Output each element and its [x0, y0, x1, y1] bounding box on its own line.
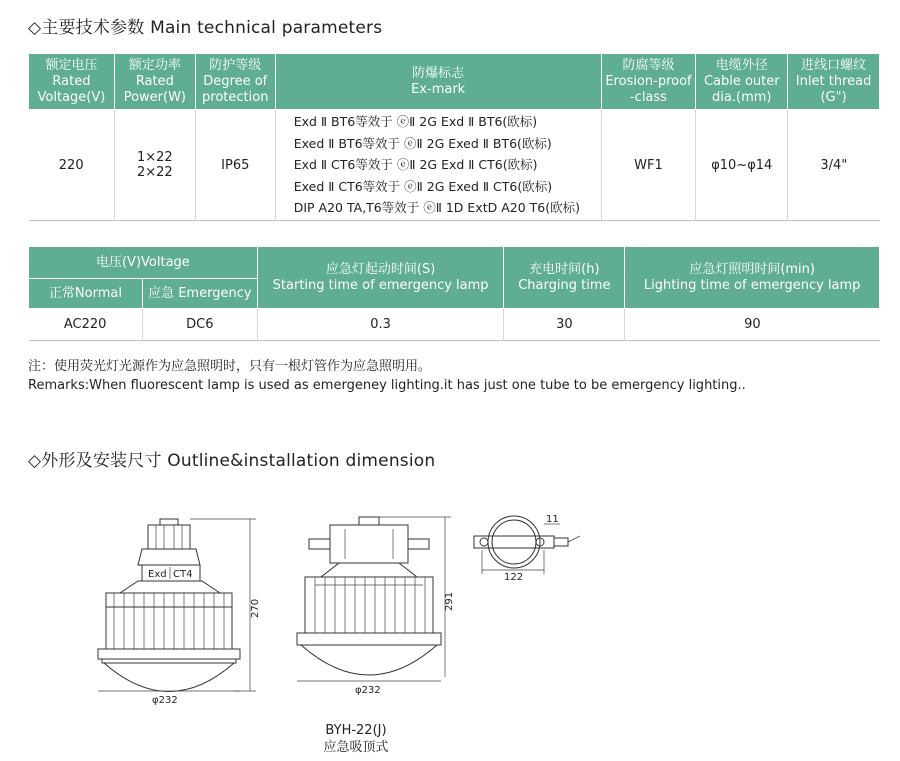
dimension-232: φ232 [355, 685, 381, 696]
header-rated-voltage: 额定电压 Rated Voltage(V) [29, 54, 115, 110]
dimension-291: 291 [444, 591, 455, 611]
section-title-technical-parameters: ◇主要技术参数 Main technical parameters [28, 18, 383, 38]
lamp-drawing-side-view [90, 515, 280, 710]
label-ct4: CT4 [173, 569, 193, 580]
cell-erosion: WF1 [601, 110, 696, 221]
dimension-232: φ232 [152, 695, 178, 706]
cell-emergency: DC6 [142, 309, 257, 341]
table-row [29, 309, 880, 341]
technical-parameters-table [28, 53, 880, 221]
header-emergency: 应急 Emergency [142, 279, 257, 309]
note-chinese: 注：使用荧光灯光源作为应急照明时，只有一根灯管作为应急照明用。 [28, 359, 432, 374]
header-ex-mark: 防爆标志 Ex-mark [275, 54, 601, 110]
dimension-11: 11 [546, 514, 559, 525]
header-erosion-proof: 防腐等级 Erosion-proof -class [601, 54, 696, 110]
header-lighting-time: 应急灯照明时间(min) Lighting time of emergency lamp [625, 247, 880, 309]
cell-cable: φ10~φ14 [696, 110, 788, 221]
dimension-122: 122 [504, 572, 524, 583]
header-charging-time: 充电时间(h) Charging time [504, 247, 625, 309]
cell-ex-mark [275, 110, 601, 221]
model-caption [300, 722, 412, 756]
cell-voltage: 220 [58, 157, 84, 173]
header-voltage: 电压(V)Voltage [29, 247, 258, 279]
header-inlet-thread: 进线口螺纹 Inlet thread (G") [788, 54, 880, 110]
header-protection: 防护等级 Degree of protection [195, 54, 275, 110]
table-row [29, 110, 880, 221]
ex-mark-line: Exed Ⅱ CT6等效于 ⓔⅡ 2G Exed Ⅱ CT6(欧标) [293, 178, 553, 194]
cell-start: 0.3 [257, 309, 504, 341]
cell-power: 1×22 2×22 [114, 110, 195, 221]
cell-protection: IP65 [195, 110, 275, 221]
label-exd: Exd [148, 569, 167, 580]
section-title-outline: ◇外形及安装尺寸 Outline&installation dimension [28, 451, 436, 471]
header-starting-time: 应急灯起动时间(S) Starting time of emergency lamp [257, 247, 504, 309]
dimension-270: 270 [250, 598, 261, 618]
ex-mark-line: Exd Ⅱ BT6等效于 ⓔⅡ 2G Exd Ⅱ BT6(欧标) [293, 114, 538, 130]
ex-mark-line: Exd Ⅱ CT6等效于 ⓔⅡ 2G Exd Ⅱ CT6(欧标) [293, 157, 538, 173]
header-cable-diameter: 电缆外径 Cable outer dia.(mm) [696, 54, 788, 110]
cell-thread: 3/4" [788, 110, 880, 221]
ex-mark-line: DIP A20 TA,T6等效于 ⓔⅡ 1D ExtD A20 T6(欧标) [293, 200, 580, 216]
cell-light: 90 [625, 309, 880, 341]
model-name-cn: 应急吸顶式 [323, 740, 389, 755]
model-name: BYH-22(J) [325, 723, 387, 738]
mounting-bracket-drawing [468, 510, 588, 585]
cell-charge: 30 [504, 309, 625, 341]
ex-mark-line: Exed Ⅱ BT6等效于 ⓔⅡ 2G Exed Ⅱ BT6(欧标) [293, 135, 552, 151]
emergency-parameters-table [28, 246, 880, 341]
note-english: Remarks:When fluorescent lamp is used as emergeney lighting.it has just one tube to be emergency lighting.. [28, 378, 746, 393]
header-normal: 正常Normal [29, 279, 143, 309]
lamp-drawing-ceiling-mount [295, 515, 455, 695]
cell-normal: AC220 [63, 317, 107, 332]
header-rated-power: 额定功率 Rated Power(W) [114, 54, 195, 110]
